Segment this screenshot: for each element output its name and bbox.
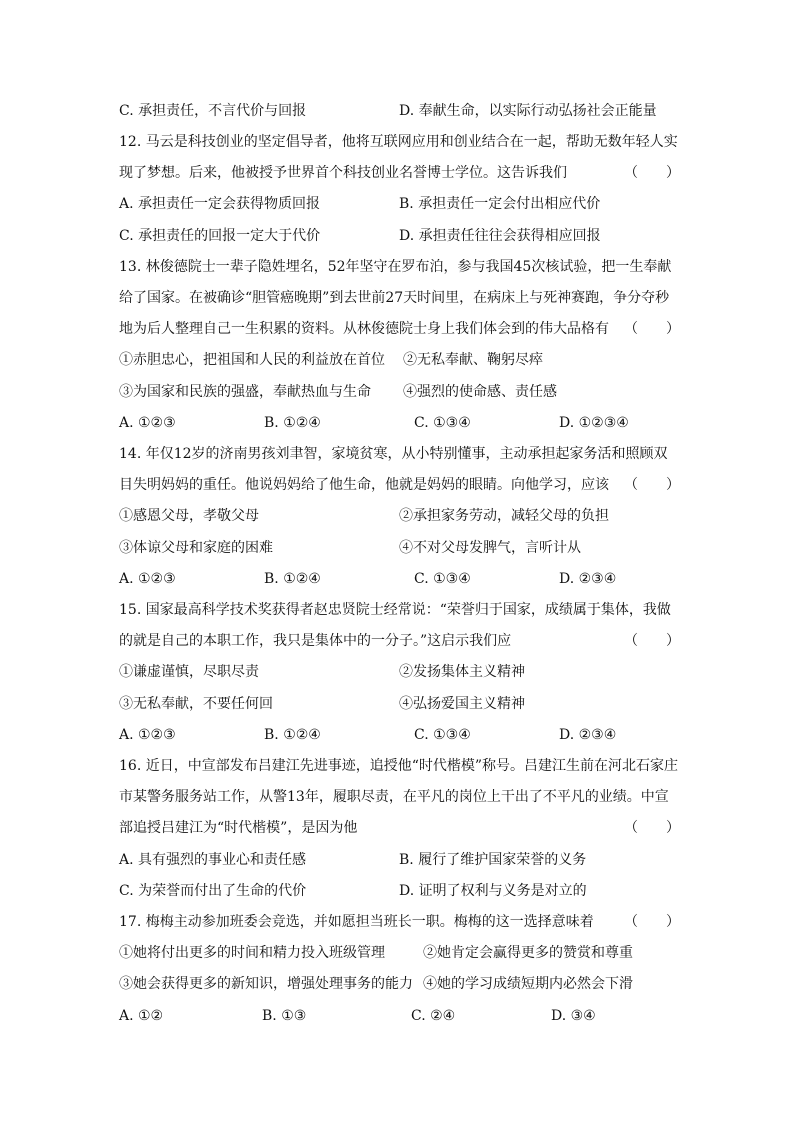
q13-stem-line-2: [0, 283, 794, 314]
q16-option-b[interactable]: B. 履行了维护国家荣誉的义务: [399, 852, 587, 868]
q17-options: [0, 1001, 794, 1032]
q15-item-1: ①谦虚谨慎，尽职尽责: [119, 664, 259, 680]
q17-option-d[interactable]: D. ③④: [551, 1008, 596, 1024]
q15-item-4: ④弘扬爱国主义精神: [399, 696, 525, 712]
q15-option-b[interactable]: B. ①②④: [264, 727, 321, 743]
q17-item-2: ②她肯定会赢得更多的赞赏和尊重: [423, 945, 633, 961]
q14-stem-line-2: [0, 470, 794, 501]
q15-item-2: ②发扬集体主义精神: [399, 664, 525, 680]
q13-option-c[interactable]: C. ①③④: [414, 415, 471, 431]
q15-answer-bracket[interactable]: （ ）: [624, 633, 680, 649]
q15-options: [0, 720, 794, 751]
q16-answer-bracket[interactable]: （ ）: [624, 820, 680, 836]
q17-option-a[interactable]: A. ①②: [119, 1008, 164, 1024]
q13-item-4: ④强烈的使命感、责任感: [403, 384, 557, 400]
q17-items-12: [0, 938, 794, 969]
q14-item-3: ③体谅父母和家庭的困难: [119, 540, 273, 556]
q12-stem-text-2: 现了梦想。后来，他被授予世界首个科技创业名誉博士学位。这告诉我们: [119, 165, 567, 181]
q12-option-c[interactable]: C. 承担责任的回报一定大于代价: [119, 228, 321, 244]
q11-option-c[interactable]: C. 承担责任，不言代价与回报: [119, 103, 307, 119]
q13-item-2: ②无私奉献、鞠躬尽瘁: [403, 352, 543, 368]
q16-stem-line-1: [0, 751, 794, 782]
q17-stem-line-1: [0, 907, 794, 938]
q12-options-ab: [0, 189, 794, 220]
q14-stem-text-1: 14. 年仅12岁的济南男孩刘聿智，家境贫寒，从小特别懂事，主动承担起家务活和照顾双: [119, 446, 668, 462]
q13-option-b[interactable]: B. ①②④: [264, 415, 321, 431]
q13-option-d[interactable]: D. ①②③④: [559, 415, 629, 431]
q12-option-a[interactable]: A. 承担责任一定会获得物质回报: [119, 196, 321, 212]
q17-item-3: ③她会获得更多的新知识，增强处理事务的能力: [119, 976, 413, 992]
q14-option-a[interactable]: A. ①②③: [119, 571, 176, 587]
q12-option-d[interactable]: D. 承担责任往往会获得相应回报: [399, 228, 601, 244]
q15-items-12: [0, 657, 794, 688]
q13-stem-line-1: [0, 252, 794, 283]
q12-options-cd: [0, 221, 794, 252]
q14-options: [0, 564, 794, 595]
q16-options-ab: [0, 845, 794, 876]
q14-option-b[interactable]: B. ①②④: [264, 571, 321, 587]
q14-option-c[interactable]: C. ①③④: [414, 571, 471, 587]
q17-option-c[interactable]: C. ②④: [411, 1008, 456, 1024]
q16-option-a[interactable]: A. 具有强烈的事业心和责任感: [119, 852, 307, 868]
q13-stem-line-3: [0, 314, 794, 345]
q13-items-34: [0, 377, 794, 408]
q13-stem-text-1: 13. 林俊德院士一辈子隐姓埋名，52年坚守在罗布泊，参与我国45次核试验，把一生奉献: [119, 259, 672, 275]
q15-items-34: [0, 689, 794, 720]
q13-stem-text-3: 地为后人整理自己一生积累的资料。从林俊德院士身上我们体会到的伟大品格有: [119, 321, 609, 337]
q16-options-cd: [0, 876, 794, 907]
q17-option-b[interactable]: B. ①③: [262, 1008, 307, 1024]
q13-item-1: ①赤胆忠心，把祖国和人民的利益放在首位: [119, 352, 385, 368]
q14-stem-line-1: [0, 439, 794, 470]
q14-option-d[interactable]: D. ②③④: [559, 571, 617, 587]
q13-options: [0, 408, 794, 439]
q14-item-4: ④不对父母发脾气，言听计从: [399, 540, 581, 556]
q15-stem-text-2: 的就是自己的本职工作，我只是集体中的一分子。”这启示我们应: [119, 633, 512, 649]
q11-options-cd: [0, 96, 794, 127]
q16-option-c[interactable]: C. 为荣誉而付出了生命的代价: [119, 883, 307, 899]
q17-stem-text-1: 17. 梅梅主动参加班委会竞选，并如愿担当班长一职。梅梅的这一选择意味着: [119, 914, 594, 930]
q13-stem-text-2: 给了国家。在被确诊“胆管癌晚期”到去世前27天时间里，在病床上与死神赛跑，争分夺秒: [119, 290, 670, 306]
q11-option-d[interactable]: D. 奉献生命，以实际行动弘扬社会正能量: [399, 103, 657, 119]
q15-item-3: ③无私奉献，不要任何回: [119, 696, 273, 712]
q16-option-d[interactable]: D. 证明了权利与义务是对立的: [399, 883, 587, 899]
q14-stem-text-2: 目失明妈妈的重任。他说妈妈给了他生命，他就是妈妈的眼睛。向他学习，应该: [119, 477, 609, 493]
q15-stem-line-2: [0, 626, 794, 657]
q16-stem-line-2: [0, 782, 794, 813]
q15-option-d[interactable]: D. ②③④: [559, 727, 617, 743]
q15-stem-line-1: [0, 595, 794, 626]
q12-answer-bracket[interactable]: （ ）: [624, 165, 680, 181]
q14-items-12: [0, 501, 794, 532]
q12-option-b[interactable]: B. 承担责任一定会付出相应代价: [399, 196, 601, 212]
q14-answer-bracket[interactable]: （ ）: [624, 477, 680, 493]
q16-stem-text-2: 市某警务服务站工作，从警13年，履职尽责，在平凡的岗位上干出了不平凡的业绩。中宣: [119, 789, 669, 805]
q17-answer-bracket[interactable]: （ ）: [624, 914, 680, 930]
q17-item-1: ①她将付出更多的时间和精力投入班级管理: [119, 945, 385, 961]
q17-item-4: ④她的学习成绩短期内必然会下滑: [423, 976, 633, 992]
q17-items-34: [0, 969, 794, 1000]
q14-item-1: ①感恩父母，孝敬父母: [119, 508, 259, 524]
q16-stem-text-1: 16. 近日，中宣部发布吕建江先进事迹，追授他“时代楷模”称号。吕建江生前在河北石家庄: [119, 758, 679, 774]
q16-stem-line-3: [0, 813, 794, 844]
q15-option-c[interactable]: C. ①③④: [414, 727, 471, 743]
q12-stem-line-1: [0, 127, 794, 158]
q13-item-3: ③为国家和民族的强盛，奉献热血与生命: [119, 384, 371, 400]
q13-answer-bracket[interactable]: （ ）: [624, 321, 680, 337]
q12-stem-line-2: [0, 158, 794, 189]
q16-stem-text-3: 部追授吕建江为“时代楷模”，是因为他: [119, 820, 358, 836]
q12-stem-text-1: 12. 马云是科技创业的坚定倡导者，他将互联网应用和创业结合在一起，帮助无数年轻人实: [119, 134, 678, 150]
q14-item-2: ②承担家务劳动，减轻父母的负担: [399, 508, 609, 524]
q13-items-12: [0, 345, 794, 376]
q15-stem-text-1: 15. 国家最高科学技术奖获得者赵忠贤院士经常说：“荣誉归于国家，成绩属于集体，我做: [119, 602, 671, 618]
q14-items-34: [0, 533, 794, 564]
q13-option-a[interactable]: A. ①②③: [119, 415, 176, 431]
q15-option-a[interactable]: A. ①②③: [119, 727, 176, 743]
